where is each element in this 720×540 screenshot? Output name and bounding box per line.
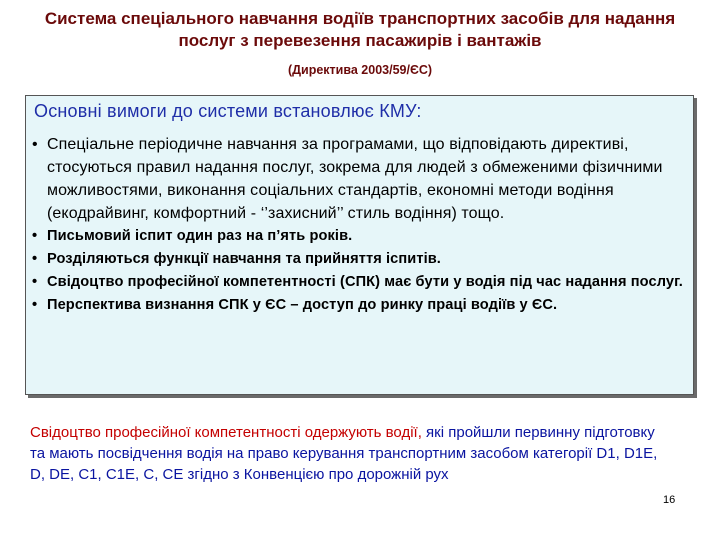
footer-highlight: Свідоцтво професійної компетентності одержують водії,	[30, 424, 422, 441]
bullet-text: Перспектива визнання СПК у ЄС – доступ до ринку праці водіїв у ЄС.	[47, 297, 558, 313]
bullet-text: Спеціальне періодичне навчання за програмами, що відповідають директиві, стосуються правил надання послуг, зокрема для людей з обмеженими фізичними можливостями, виконання соціальних стандартів, економні методи водіння (екодрайвинг, комфортний - ‘’захисний’’ стиль водіння) тощо.	[47, 136, 663, 222]
box-heading: Основні вимоги до системи встановлює КМУ:	[34, 101, 422, 121]
bullet-marker: •	[32, 274, 38, 290]
bullet-marker: •	[32, 297, 38, 313]
footer-text: які пройшли первинну підготовку та мають посвідчення водія на право керування транспортним засобом категорії D1, D1E, D, DE, C1, C1E, C, CE згідно з Конвенцією про дорожній рух	[30, 424, 658, 483]
bullet-item	[32, 294, 687, 317]
bullet-item	[32, 248, 687, 271]
bullet-text: Свідоцтво професійної компетентності (СПК) має бути у водія під час надання послуг.	[47, 274, 683, 290]
bullet-item	[32, 225, 687, 248]
page-number: 16	[663, 494, 676, 506]
footer-note	[30, 422, 660, 485]
bullet-marker: •	[32, 136, 38, 153]
bullet-text: Розділяються функції навчання та прийняття іспитів.	[47, 251, 441, 267]
slide-title: Система спеціального навчання водіїв транспортних засобів для надання послуг з перевезення пасажирів і вантажів	[44, 9, 676, 50]
slide-subtitle: (Директива 2003/59/ЄС)	[287, 63, 433, 77]
requirements-box	[25, 95, 694, 395]
bullet-item	[32, 133, 687, 225]
bullet-item	[32, 271, 687, 294]
bullet-marker: •	[32, 228, 38, 244]
bullet-text: Письмовий іспит один раз на п’ять років.	[47, 228, 353, 244]
bullet-list	[32, 133, 687, 317]
bullet-marker: •	[32, 251, 38, 267]
